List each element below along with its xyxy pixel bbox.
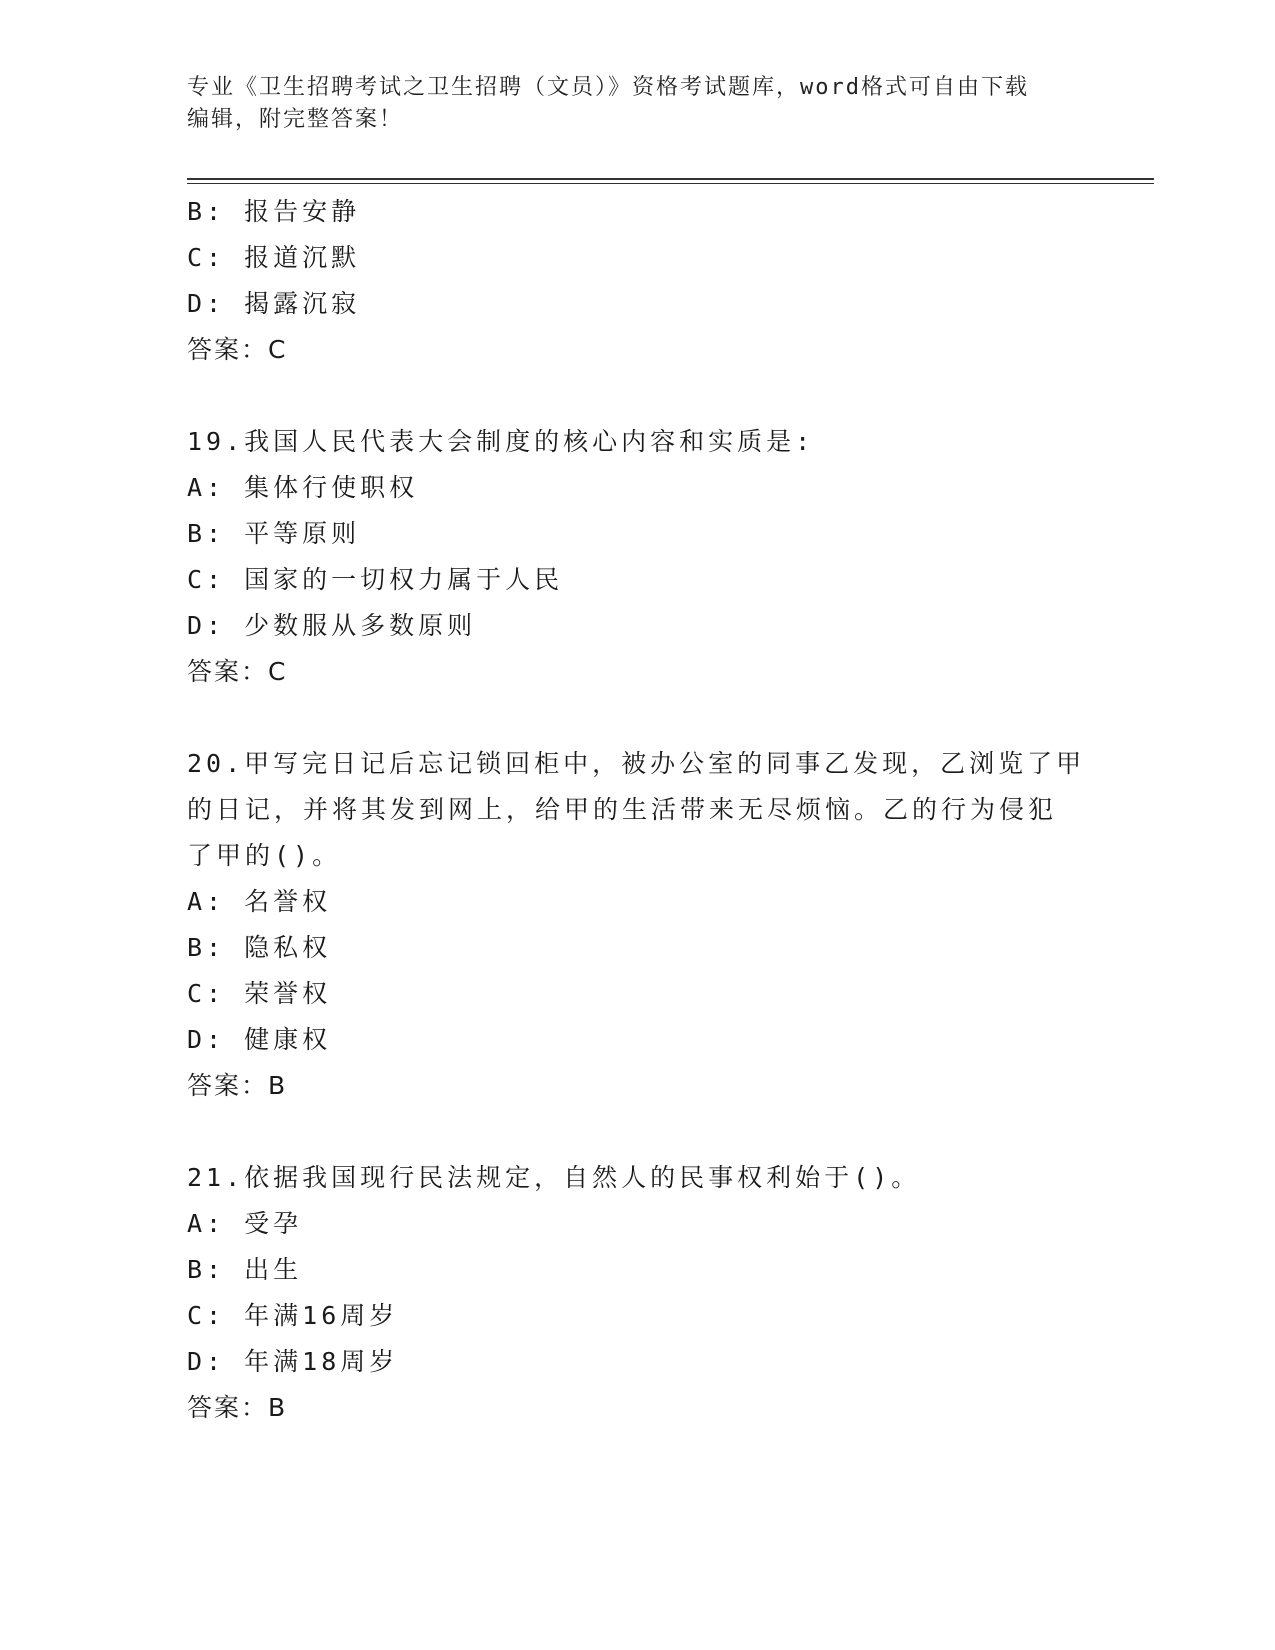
question-stem-line-3: 了甲的()。 xyxy=(187,841,342,870)
option-c: C: 报道沉默 xyxy=(187,243,361,272)
option-b: B: 平等原则 xyxy=(187,519,361,548)
option-c: C: 国家的一切权力属于人民 xyxy=(187,565,564,594)
question-20 xyxy=(187,741,1087,1109)
option-d: D: 健康权 xyxy=(187,1025,332,1054)
option-c: C: 荣誉权 xyxy=(187,979,332,1008)
answer-label: 答案：B xyxy=(187,1071,288,1100)
question-stem-line-2: 的日记，并将其发到网上，给甲的生活带来无尽烦恼。乙的行为侵犯 xyxy=(187,795,1058,824)
option-a: A: 名誉权 xyxy=(187,887,332,916)
option-d: D: 少数服从多数原则 xyxy=(187,611,477,640)
header-line-2: 编辑，附完整答案！ xyxy=(187,107,404,132)
option-a: A: 受孕 xyxy=(187,1209,303,1238)
option-b: B: 报告安静 xyxy=(187,197,361,226)
option-c: C: 年满16周岁 xyxy=(187,1301,399,1330)
header-line-1: 专业《卫生招聘考试之卫生招聘（文员）》资格考试题库，word格式可自由下载 xyxy=(187,75,1029,100)
option-b: B: 隐私权 xyxy=(187,933,332,962)
answer-label: 答案：C xyxy=(187,335,288,364)
question-stem-line-1: 20.甲写完日记后忘记锁回柜中，被办公室的同事乙发现，乙浏览了甲 xyxy=(187,749,1086,778)
question-18 xyxy=(187,189,1087,373)
question-21 xyxy=(187,1155,1087,1431)
question-19 xyxy=(187,419,1087,695)
question-stem: 21.依据我国现行民法规定，自然人的民事权利始于()。 xyxy=(187,1163,921,1192)
answer-label: 答案：C xyxy=(187,657,288,686)
document-header xyxy=(187,72,1067,136)
option-d: D: 年满18周岁 xyxy=(187,1347,399,1376)
header-rule-thin xyxy=(187,183,1154,184)
question-stem: 19.我国人民代表大会制度的核心内容和实质是: xyxy=(187,427,815,456)
option-a: A: 集体行使职权 xyxy=(187,473,419,502)
header-rule-thick xyxy=(187,178,1154,180)
option-b: B: 出生 xyxy=(187,1255,303,1284)
option-d: D: 揭露沉寂 xyxy=(187,289,361,318)
question-list xyxy=(187,189,1087,1431)
answer-label: 答案：B xyxy=(187,1393,288,1422)
